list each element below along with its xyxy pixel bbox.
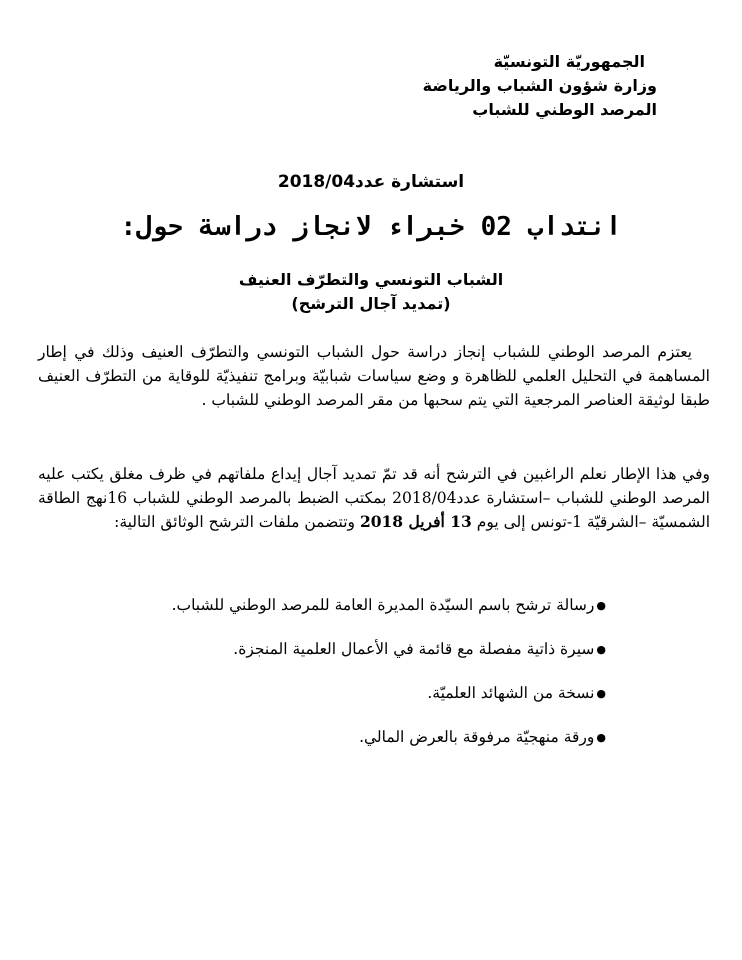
consultation-reference: استشارة عدد2018/04 xyxy=(277,172,465,192)
page-title: انتداب 02 خبراء لانجاز دراسة حول: xyxy=(120,212,622,242)
issuer-header xyxy=(423,50,657,122)
bullet-icon: ● xyxy=(596,731,606,744)
bullet-icon: ● xyxy=(596,599,606,612)
list-item xyxy=(172,725,606,769)
observatory-name: المرصد الوطني للشباب xyxy=(472,100,657,119)
bullet-icon: ● xyxy=(596,687,606,700)
list-item-text: رسالة ترشح باسم السيّدة المديرة العامة للمرصد الوطني للشباب. xyxy=(171,596,595,614)
subject-line: الشباب التونسي والتطرّف العنيف xyxy=(238,270,504,289)
republic-name: الجمهوريّة التونسيّة xyxy=(493,52,645,71)
bullet-icon: ● xyxy=(596,643,606,656)
deadline-text: وفي هذا الإطار نعلم الراغبين في الترشح أنه قد تمّ تمديد آجال إيداع ملفاتهم في ظرف مغلق يكتب عليه المرصد الوطني للشباب –استشارة عدد2018/04 بمكتب الضبط بالمرصد الوطني للشباب 16نهج الطاقة الشمسيّة –الشرقيّة 1-تونس إلى يوم xyxy=(38,465,710,531)
list-item-text: ورقة منهجيّة مرفوقة بالعرض المالي. xyxy=(359,728,595,746)
list-item xyxy=(172,593,606,637)
deadline-paragraph xyxy=(38,462,710,534)
list-item xyxy=(172,637,606,681)
subject-note: (تمديد آجال الترشح) xyxy=(291,294,451,313)
ministry-name: وزارة شؤون الشباب والرياضة xyxy=(422,76,657,95)
documents-intro: وتتضمن ملفات الترشح الوثائق التالية: xyxy=(114,513,355,531)
study-subject xyxy=(0,268,742,316)
list-item-text: نسخة من الشهائد العلميّة. xyxy=(427,684,595,702)
list-item-text: سيرة ذاتية مفصلة مع قائمة في الأعمال العلمية المنجزة. xyxy=(233,640,595,658)
intro-paragraph: يعتزم المرصد الوطني للشباب إنجاز دراسة حول الشباب التونسي والتطرّف العنيف وذلك في إطار المساهمة في التحليل العلمي للظاهرة و وضع سياسات شبابيّة وبرامج تنفيذيّة للوقاية من التطرّف العنيف طبقا لوثيقة العناصر المرجعية التي يتم سحبها من مقر المرصد الوطني للشباب . xyxy=(38,343,710,409)
deadline-date: 13 أفريل 2018 xyxy=(359,512,472,531)
required-documents-list xyxy=(172,593,606,769)
list-item xyxy=(172,681,606,725)
